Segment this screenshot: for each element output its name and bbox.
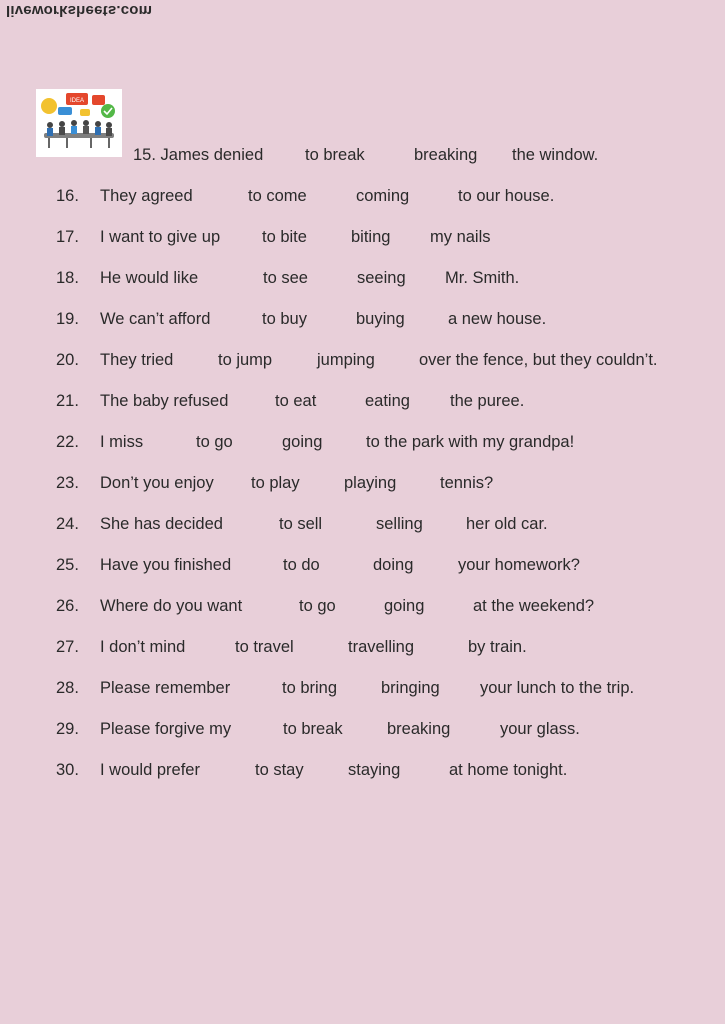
item-21-option-infinitive[interactable]: to eat <box>275 392 317 410</box>
item-29-option-infinitive[interactable]: to break <box>283 720 343 738</box>
item-19-stem: We can’t afford <box>100 310 211 328</box>
item-25-option-gerund[interactable]: doing <box>373 556 414 574</box>
item-29-option-gerund[interactable]: breaking <box>387 720 451 738</box>
item-26-option-infinitive[interactable]: to go <box>299 597 336 615</box>
item-16-option-infinitive[interactable]: to come <box>248 187 307 205</box>
item-22-ending: to the park with my grandpa! <box>366 433 575 451</box>
item-20-stem: They tried <box>100 351 174 369</box>
item-15-option-gerund[interactable]: breaking <box>414 146 478 164</box>
item-25-option-infinitive[interactable]: to do <box>283 556 320 574</box>
item-24-option-gerund[interactable]: selling <box>376 515 423 533</box>
item-28-option-infinitive[interactable]: to bring <box>282 679 338 697</box>
item-30-stem: I would prefer <box>100 761 200 779</box>
item-21-option-gerund[interactable]: eating <box>365 392 410 410</box>
item-16-number: 16. <box>56 187 79 205</box>
item-25-stem: Have you finished <box>100 556 232 574</box>
item-26-number: 26. <box>56 597 79 615</box>
item-19-number: 19. <box>56 310 79 328</box>
item-23-option-infinitive[interactable]: to play <box>251 474 300 492</box>
item-16-stem: They agreed <box>100 187 193 205</box>
item-18-option-infinitive[interactable]: to see <box>263 269 308 287</box>
item-30-option-infinitive[interactable]: to stay <box>255 761 304 779</box>
item-24-option-infinitive[interactable]: to sell <box>279 515 323 533</box>
item-28-stem: Please remember <box>100 679 231 697</box>
site-watermark: liveworksheets.com <box>6 2 153 19</box>
item-15-option-infinitive[interactable]: to break <box>305 146 365 164</box>
item-24-number: 24. <box>56 515 79 533</box>
item-19-option-infinitive[interactable]: to buy <box>262 310 307 328</box>
item-20-number: 20. <box>56 351 79 369</box>
item-21-number: 21. <box>56 392 79 410</box>
item-15-stem: 15. James denied <box>133 146 264 164</box>
item-15-ending: the window. <box>512 146 599 164</box>
item-30-number: 30. <box>56 761 79 779</box>
item-23-ending: tennis? <box>440 474 494 492</box>
classroom-illustration-icon <box>36 89 122 157</box>
item-29-ending: your glass. <box>500 720 580 738</box>
item-29-stem: Please forgive my <box>100 720 232 738</box>
item-28-number: 28. <box>56 679 79 697</box>
item-23-number: 23. <box>56 474 79 492</box>
item-18-stem: He would like <box>100 269 199 287</box>
item-18-option-gerund[interactable]: seeing <box>357 269 406 287</box>
item-21-stem: The baby refused <box>100 392 229 410</box>
item-17-ending: my nails <box>430 228 491 246</box>
item-17-option-infinitive[interactable]: to bite <box>262 228 307 246</box>
item-21-ending: the puree. <box>450 392 525 410</box>
item-26-stem: Where do you want <box>100 597 243 615</box>
item-25-number: 25. <box>56 556 79 574</box>
item-17-option-gerund[interactable]: biting <box>351 228 391 246</box>
item-25-ending: your homework? <box>458 556 580 574</box>
item-28-ending: your lunch to the trip. <box>480 679 635 697</box>
item-27-option-infinitive[interactable]: to travel <box>235 638 294 656</box>
item-18-ending: Mr. Smith. <box>445 269 520 287</box>
item-16-ending: to our house. <box>458 187 555 205</box>
item-18-number: 18. <box>56 269 79 287</box>
item-23-stem: Don’t you enjoy <box>100 474 214 492</box>
item-27-number: 27. <box>56 638 79 656</box>
item-28-option-gerund[interactable]: bringing <box>381 679 440 697</box>
item-19-option-gerund[interactable]: buying <box>356 310 405 328</box>
classroom-logo-image <box>36 89 122 157</box>
item-30-option-gerund[interactable]: staying <box>348 761 401 779</box>
item-20-option-gerund[interactable]: jumping <box>317 351 375 369</box>
item-27-stem: I don’t mind <box>100 638 186 656</box>
item-23-option-gerund[interactable]: playing <box>344 474 397 492</box>
item-27-ending: by train. <box>468 638 527 656</box>
item-16-option-gerund[interactable]: coming <box>356 187 410 205</box>
item-22-stem: I miss <box>100 433 144 451</box>
item-22-option-infinitive[interactable]: to go <box>196 433 233 451</box>
item-22-option-gerund[interactable]: going <box>282 433 323 451</box>
item-17-stem: I want to give up <box>100 228 221 246</box>
item-20-ending: over the fence, but they couldn’t. <box>419 351 658 369</box>
item-26-ending: at the weekend? <box>473 597 595 615</box>
item-26-option-gerund[interactable]: going <box>384 597 425 615</box>
item-29-number: 29. <box>56 720 79 738</box>
item-22-number: 22. <box>56 433 79 451</box>
item-20-option-infinitive[interactable]: to jump <box>218 351 273 369</box>
idea-bubble-label: IDEA <box>69 98 85 104</box>
item-19-ending: a new house. <box>448 310 547 328</box>
item-24-stem: She has decided <box>100 515 223 533</box>
item-27-option-gerund[interactable]: travelling <box>348 638 415 656</box>
item-17-number: 17. <box>56 228 79 246</box>
item-30-ending: at home tonight. <box>449 761 568 779</box>
item-24-ending: her old car. <box>466 515 548 533</box>
